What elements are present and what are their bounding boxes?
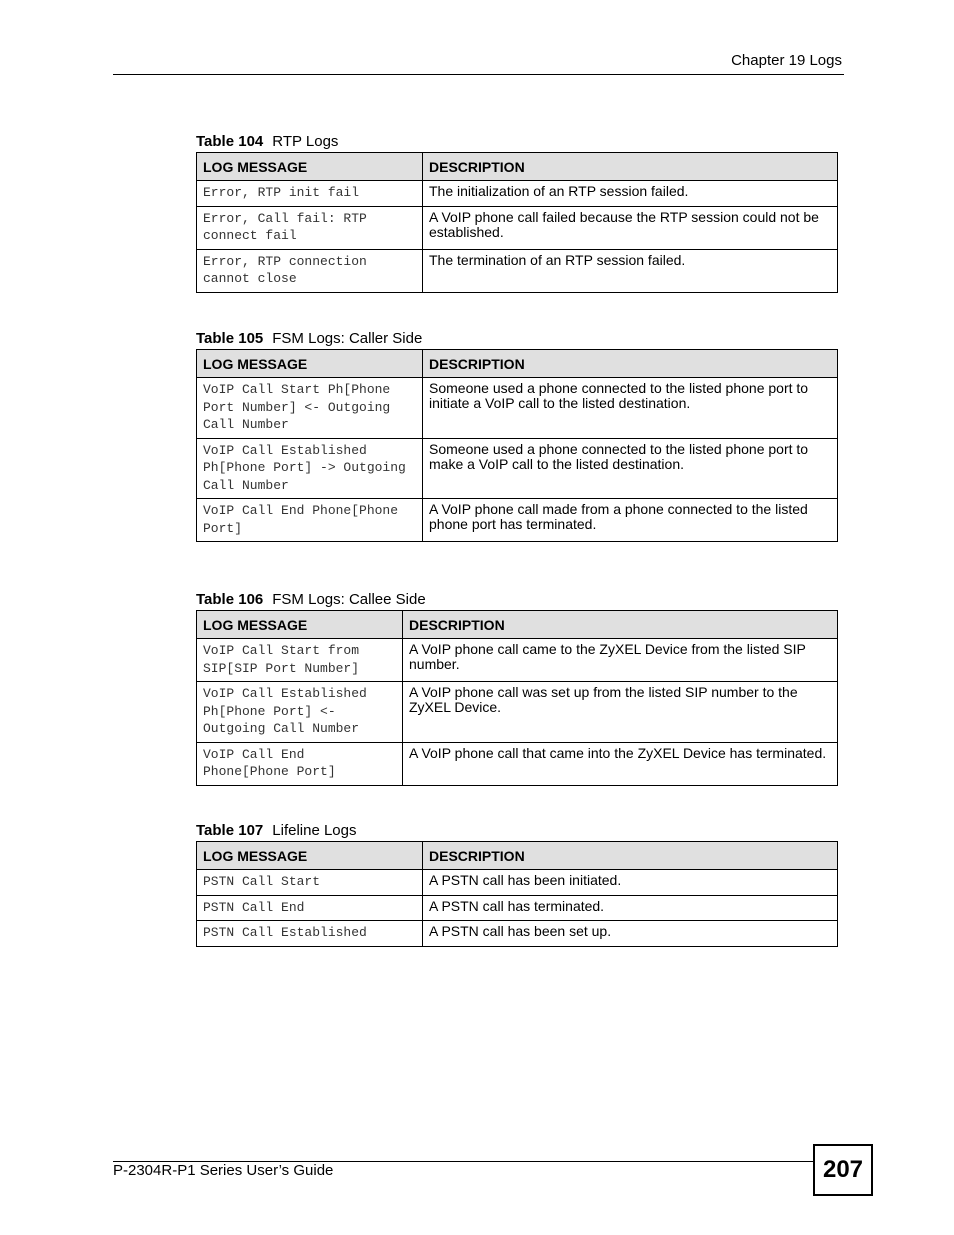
column-header-log-message: LOG MESSAGE	[197, 611, 403, 639]
log-message-cell: PSTN Call End	[197, 895, 423, 921]
table-row	[197, 181, 838, 207]
log-table	[196, 349, 838, 542]
description-cell: A VoIP phone call failed because the RTP session could not be established.	[423, 206, 838, 249]
description-cell: A VoIP phone call that came into the ZyXEL Device has terminated.	[403, 742, 838, 785]
log-message-cell: Error, RTP init fail	[197, 181, 423, 207]
table-row	[197, 682, 838, 743]
table-row	[197, 249, 838, 292]
description-cell: The termination of an RTP session failed.	[423, 249, 838, 292]
description-cell: A PSTN call has been initiated.	[423, 870, 838, 896]
table-row	[197, 378, 838, 439]
table-caption	[196, 821, 838, 841]
table-title: Lifeline Logs	[272, 822, 357, 839]
table-title: FSM Logs: Caller Side	[272, 330, 423, 347]
description-cell: A VoIP phone call was set up from the listed SIP number to the ZyXEL Device.	[403, 682, 838, 743]
description-cell: A VoIP phone call made from a phone connected to the listed phone port has terminated.	[423, 499, 838, 542]
table-fsm-caller	[196, 329, 838, 542]
column-header-description: DESCRIPTION	[423, 153, 838, 181]
chapter-header: Chapter 19 Logs	[731, 52, 842, 69]
log-message-cell: Error, Call fail: RTP connect fail	[197, 206, 423, 249]
table-number: Table 105	[196, 330, 264, 347]
table-caption	[196, 132, 838, 152]
log-message-cell: PSTN Call Start	[197, 870, 423, 896]
table-number: Table 106	[196, 591, 264, 608]
log-message-cell: VoIP Call End Phone[Phone Port]	[197, 742, 403, 785]
table-header-row	[197, 842, 838, 870]
description-cell: The initialization of an RTP session failed.	[423, 181, 838, 207]
table-header-row	[197, 153, 838, 181]
description-cell: A PSTN call has terminated.	[423, 895, 838, 921]
table-row	[197, 742, 838, 785]
table-row	[197, 921, 838, 947]
table-title: RTP Logs	[272, 133, 339, 150]
table-lifeline-logs	[196, 821, 838, 947]
column-header-description: DESCRIPTION	[423, 842, 838, 870]
log-table	[196, 152, 838, 293]
log-message-cell: Error, RTP connection cannot close	[197, 249, 423, 292]
column-header-log-message: LOG MESSAGE	[197, 350, 423, 378]
log-message-cell: VoIP Call Start Ph[Phone Port Number] <- Outgoing Call Number	[197, 378, 423, 439]
table-rtp-logs	[196, 132, 838, 293]
table-caption	[196, 590, 838, 610]
table-header-row	[197, 350, 838, 378]
log-message-cell: VoIP Call Start from SIP[SIP Port Number]	[197, 639, 403, 682]
table-number: Table 104	[196, 133, 264, 150]
description-cell: A PSTN call has been set up.	[423, 921, 838, 947]
column-header-log-message: LOG MESSAGE	[197, 153, 423, 181]
page-number: 207	[813, 1144, 873, 1196]
table-row	[197, 639, 838, 682]
log-table	[196, 841, 838, 947]
table-row	[197, 206, 838, 249]
table-number: Table 107	[196, 822, 264, 839]
table-header-row	[197, 611, 838, 639]
log-message-cell: VoIP Call Established Ph[Phone Port] <- Outgoing Call Number	[197, 682, 403, 743]
log-message-cell: PSTN Call Established	[197, 921, 423, 947]
table-caption	[196, 329, 838, 349]
table-row	[197, 438, 838, 499]
description-cell: A VoIP phone call came to the ZyXEL Device from the listed SIP number.	[403, 639, 838, 682]
column-header-description: DESCRIPTION	[403, 611, 838, 639]
table-row	[197, 895, 838, 921]
table-title: FSM Logs: Callee Side	[272, 591, 426, 608]
column-header-log-message: LOG MESSAGE	[197, 842, 423, 870]
table-row	[197, 499, 838, 542]
header-rule	[113, 74, 844, 75]
log-message-cell: VoIP Call Established Ph[Phone Port] -> Outgoing Call Number	[197, 438, 423, 499]
description-cell: Someone used a phone connected to the listed phone port to initiate a VoIP call to the listed destination.	[423, 378, 838, 439]
log-message-cell: VoIP Call End Phone[Phone Port]	[197, 499, 423, 542]
column-header-description: DESCRIPTION	[423, 350, 838, 378]
table-fsm-callee	[196, 590, 838, 786]
table-row	[197, 870, 838, 896]
guide-title: P-2304R-P1 Series User’s Guide	[113, 1162, 334, 1179]
description-cell: Someone used a phone connected to the listed phone port to make a VoIP call to the listed destination.	[423, 438, 838, 499]
log-table	[196, 610, 838, 786]
